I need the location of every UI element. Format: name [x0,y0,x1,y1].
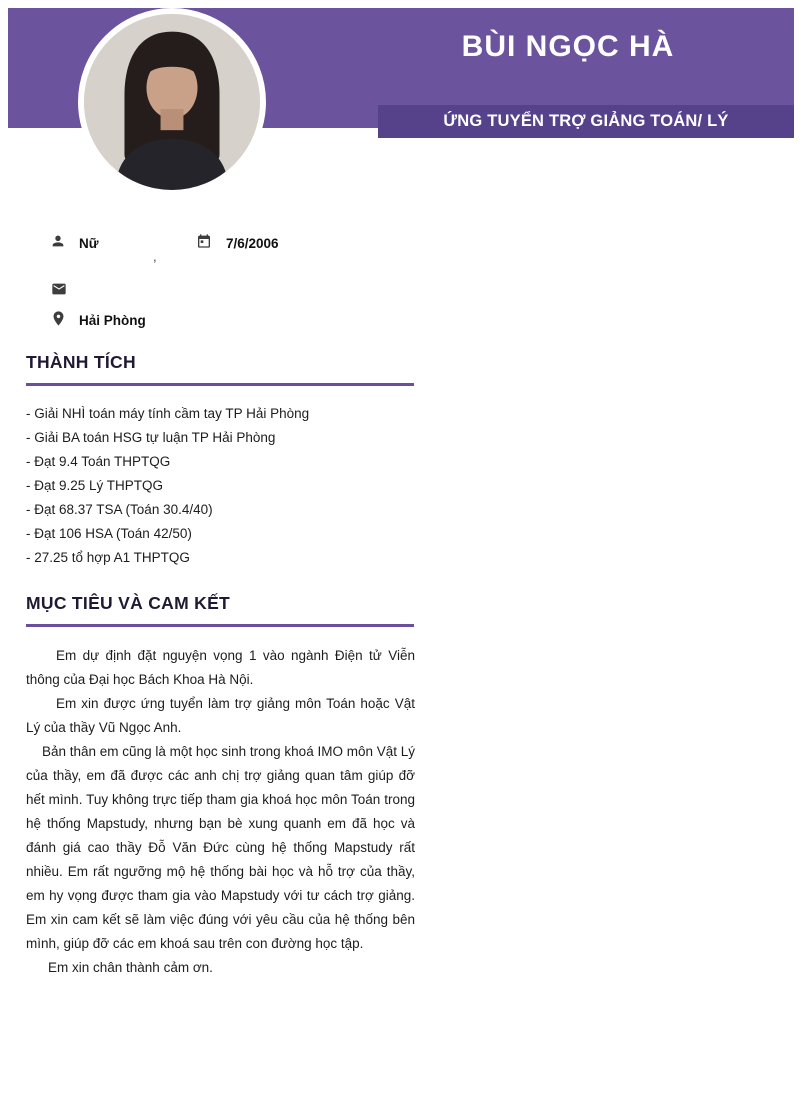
calendar-icon [196,233,212,249]
objective-paragraph: Bản thân em cũng là một học sinh trong khoá IMO môn Vật Lý của thầy, em đã được các anh chị trợ giảng quan tâm giúp đỡ hết mình. Tuy không trực tiếp tham gia khoá học môn Toán trong hệ thống Mapstudy, nhưng bạn bè xung quanh em đã học và đánh giá cao thầy Đỗ Văn Đức cùng hệ thống Mapstudy rất nhiều. Em rất ngưỡng mộ hệ thống bài học và hỗ trợ của thầy, em hy vọng được tham gia vào Mapstudy với tư cách trợ giảng. Em xin cam kết sẽ làm việc đúng với yêu cầu của hệ thống bên mình, giúp đỡ các em khoá sau trên con đường học tập. [26,744,415,951]
position-bar [378,105,794,138]
location-value: Hải Phòng [79,313,146,328]
stray-mark: , [153,249,157,264]
achievement-item: - 27.25 tổ hợp A1 THPTQG [26,550,190,565]
candidate-name: BÙI NGỌC HÀ [461,30,675,63]
objective-section-title: MỤC TIÊU VÀ CAM KẾT [26,593,231,613]
profile-photo [78,8,266,196]
gender-value: Nữ [79,236,99,251]
birth-date-value: 7/6/2006 [226,236,279,251]
objective-paragraphs [26,644,415,980]
achievement-item: - Đạt 68.37 TSA (Toán 30.4/40) [26,502,213,517]
mail-icon [51,281,67,297]
location-pin-icon [50,309,67,328]
achievement-item: - Đạt 106 HSA (Toán 42/50) [26,526,192,541]
person-icon [50,233,66,249]
objective-paragraph: Em xin được ứng tuyển làm trợ giảng môn Toán hoặc Vật Lý của thầy Vũ Ngọc Anh. [26,696,415,735]
objective-paragraph: Em dự định đặt nguyện vọng 1 vào ngành Điện tử Viễn thông của Đại học Bách Khoa Hà Nội. [26,648,415,687]
position-title: ỨNG TUYỂN TRỢ GIẢNG TOÁN/ LÝ [443,112,729,130]
portrait-illustration [84,14,260,190]
achievement-item: - Giải BA toán HSG tự luận TP Hải Phòng [26,430,276,445]
achievements-list [26,402,426,570]
objective-divider [26,624,414,627]
achievements-divider [26,383,414,386]
objective-paragraph: Em xin chân thành cảm ơn. [48,960,213,975]
achievement-item: - Đạt 9.25 Lý THPTQG [26,478,164,493]
achievement-item: - Đạt 9.4 Toán THPTQG [26,454,171,469]
achievement-item: - Giải NHÌ toán máy tính cầm tay TP Hải Phòng [26,406,310,421]
achievements-section-title: THÀNH TÍCH [26,352,136,372]
